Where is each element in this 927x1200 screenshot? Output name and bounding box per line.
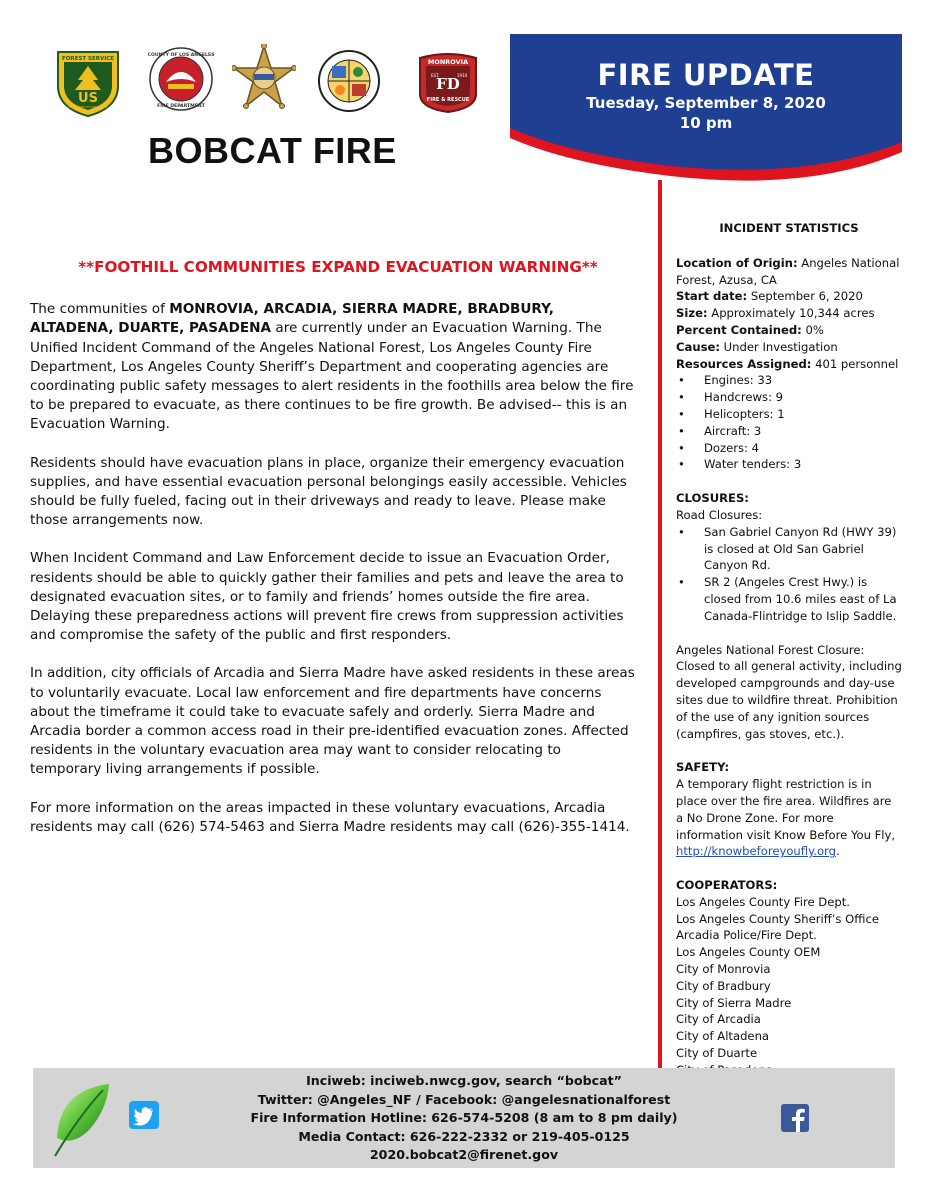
stat-cause xyxy=(676,339,902,356)
cooperators-label: COOPERATORS: xyxy=(676,878,778,893)
stat-label: Location of Origin: xyxy=(676,255,798,270)
main-column xyxy=(30,258,636,856)
paragraph-1 xyxy=(30,300,636,434)
list-item: City of Arcadia xyxy=(676,1012,761,1027)
stat-resources xyxy=(676,356,902,373)
paragraph-5: For more information on the areas impacted in these voluntary evacuations, Arcadia residents may call (626) 574-5463 and Sierra Madre residents may call (626)-355-1414. xyxy=(30,799,630,835)
monrovia-mid-text: FD xyxy=(436,75,460,93)
incident-statistics-heading: INCIDENT STATISTICS xyxy=(719,221,859,235)
banner-time: 10 pm xyxy=(679,114,733,132)
list-item: City of Monrovia xyxy=(676,962,771,977)
lacfd-top-text: COUNTY OF LOS ANGELES xyxy=(148,53,214,58)
list-item: City of Altadena xyxy=(676,1029,770,1044)
banner-title: FIRE UPDATE xyxy=(597,58,815,92)
la-county-fire-department-seal xyxy=(148,46,214,112)
county-of-los-angeles-seal xyxy=(318,50,380,112)
monrovia-fire-rescue-badge xyxy=(414,52,482,114)
stat-label: Cause: xyxy=(676,339,720,354)
closures-label: CLOSURES: xyxy=(676,491,749,506)
footer-social[interactable]: Twitter: @Angeles_NF / Facebook: @angelesnationalforest xyxy=(257,1091,671,1107)
la-county-sheriff-star-logo xyxy=(232,44,296,112)
stat-label: Size: xyxy=(676,306,708,321)
p1-rest: are currently under an Evacuation Warning. The Unified Incident Command of the Angeles National Forest, Los Angeles County Fire Department, Los Angeles County Sheriff’s Department and cooperating agencies are coordinating public safety messages to alert residents in the foothills area below the fire to be prepared to evacuate, as there continues to be fire growth. Be advised-- this is an Evacuation Warning. xyxy=(30,320,634,433)
list-item: Los Angeles County Sheriff’s Office xyxy=(676,911,879,926)
list-item: City of Bradbury xyxy=(676,978,771,993)
fire-update-banner xyxy=(510,34,902,184)
paragraph-3: When Incident Command and Law Enforcement decide to issue an Evacuation Order, residents should be able to quickly gather their families and pets and leave the area to designated evacuation sites, or to family and friends’ homes outside the fire area. Delaying these preparedness actions will prevent fire crews from suppression activities and compromise the safety of the public and first responders. xyxy=(30,550,624,644)
list-item: City of Sierra Madre xyxy=(676,995,792,1010)
road-closures-list xyxy=(676,524,902,625)
footer-media-contact: Media Contact: 626-222-2332 or 219-405-0125 xyxy=(298,1128,630,1144)
knowbeforeyoufly-link[interactable]: http://knowbeforeyoufly.org xyxy=(676,844,836,859)
footer-contact-lines xyxy=(33,1072,895,1165)
headline: **FOOTHILL COMMUNITIES EXPAND EVACUATION WARNING** xyxy=(78,258,598,276)
safety-section xyxy=(676,759,902,860)
list-item: • Helicopters: 1 xyxy=(676,406,902,423)
stat-label: Start date: xyxy=(676,289,748,304)
list-item: City of Duarte xyxy=(676,1046,758,1061)
footer-email[interactable]: 2020.bobcat2@firenet.gov xyxy=(369,1147,559,1162)
monrovia-top-text: MONROVIA xyxy=(427,58,469,66)
monrovia-est-text: EST. xyxy=(431,73,440,78)
stat-value: September 6, 2020 xyxy=(747,289,863,304)
paragraph-4: In addition, city officials of Arcadia and Sierra Madre have asked residents in these areas to voluntarily evacuate. Local law enforcement and fire departments have concerns about the timeframe it could take to evacuate safely and orderly. Sierra Madre and Arcadia border a common access road in their pre-identified evacuation zones. Affected residents in the voluntary evacuation area may want to consider relocating to temporary living arrangements if possible. xyxy=(30,665,635,778)
stat-size xyxy=(676,305,902,322)
road-closures-label: Road Closures: xyxy=(676,507,763,522)
paragraph-2: Residents should have evacuation plans in place, organize their emergency evacuation supplies, and have essential evacuation personal belongings easily accessible. Vehicles should be fully fueled, facing out in their driveways and ready to leave. Please make those arrangements now. xyxy=(30,454,627,529)
list-item: Los Angeles County Fire Dept. xyxy=(676,894,850,909)
usfs-bottom-text: DEPARTMENT OF AGRICULTURE xyxy=(68,106,108,109)
cooperators-section xyxy=(676,877,902,1079)
list-item: Los Angeles County OEM xyxy=(676,945,821,960)
safety-label: SAFETY: xyxy=(676,760,730,775)
list-item: • San Gabriel Canyon Rd (HWY 39) is closed at Old San Gabriel Canyon Rd. xyxy=(676,524,902,574)
list-item: • SR 2 (Angeles Crest Hwy.) is closed from 10.6 miles east of La Canada-Flintridge to Islip Saddle. xyxy=(676,574,902,624)
resources-list xyxy=(676,372,902,473)
stat-start-date xyxy=(676,288,902,305)
list-item: • Aircraft: 3 xyxy=(676,423,902,440)
list-item: Arcadia Police/Fire Dept. xyxy=(676,928,817,943)
list-item: • Handcrews: 9 xyxy=(676,389,902,406)
list-item: • Dozers: 4 xyxy=(676,440,902,457)
safety-text: A temporary flight restriction is in place over the fire area. Wildfires are a No Drone Zone. For more information visit Know Before You Fly, xyxy=(676,777,896,842)
list-item: • Water tenders: 3 xyxy=(676,456,902,473)
usfs-center-text: US xyxy=(78,91,98,106)
usfs-top-text: FOREST SERVICE xyxy=(61,56,115,62)
incident-statistics-sidebar xyxy=(676,220,902,1096)
footer-hotline: Fire Information Hotline: 626-574-5208 (8 am to 8 pm daily) xyxy=(250,1110,678,1125)
stat-containment xyxy=(676,322,902,339)
facebook-icon[interactable] xyxy=(781,1104,809,1132)
stat-value: Approximately 10,344 acres xyxy=(707,306,875,321)
monrovia-bottom-text: FIRE & RESCUE xyxy=(426,97,470,103)
stat-label: Resources Assigned: xyxy=(676,356,812,371)
stat-value: Angeles National Forest, Azusa, CA xyxy=(676,255,900,287)
footer-inciweb[interactable]: Inciweb: inciweb.nwcg.gov, search “bobcat” xyxy=(306,1073,622,1088)
monrovia-year-text: 1910 xyxy=(457,73,468,78)
banner-date: Tuesday, September 8, 2020 xyxy=(586,94,826,112)
contact-footer xyxy=(33,1068,895,1168)
closures-section xyxy=(676,490,902,624)
safety-end: . xyxy=(835,844,840,859)
p1-prefix: The communities of xyxy=(30,301,170,318)
forest-closure-text: Angeles National Forest Closure: Closed to all general activity, including developed campgrounds and day-use sites due to wildfire threat. Prohibition of the use of any ignition sources (campfires, gas stoves, etc.). xyxy=(676,642,902,741)
stat-location xyxy=(676,255,902,289)
stat-value: 401 personnel xyxy=(811,356,899,371)
fire-name-title: BOBCAT FIRE xyxy=(148,130,397,171)
stat-value: 0% xyxy=(801,322,824,337)
stat-value: Under Investigation xyxy=(720,339,838,354)
red-column-divider xyxy=(658,180,662,1070)
lacfd-bottom-text: FIRE DEPARTMENT xyxy=(157,104,205,109)
p1-communities: MONROVIA, ARCADIA, SIERRA MADRE, BRADBURY, ALTADENA, DUARTE, PASADENA xyxy=(30,301,554,337)
list-item: • Engines: 33 xyxy=(676,372,902,389)
stat-label: Percent Contained: xyxy=(676,322,802,337)
forest-service-shield-logo xyxy=(54,48,122,118)
stats-section xyxy=(676,255,902,473)
